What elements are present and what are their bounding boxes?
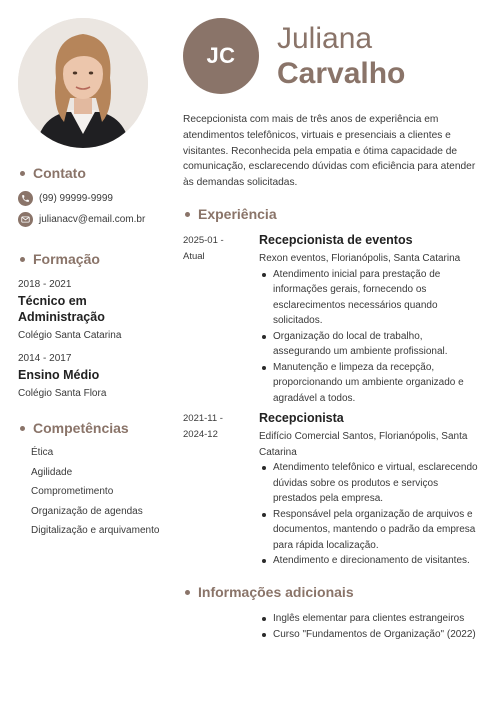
monogram-badge xyxy=(183,18,259,94)
job-bullet: Manutenção e limpeza da recepção, proporcionando um ambiente organizado e agradável a todos. xyxy=(259,360,481,407)
first-name: Juliana xyxy=(277,22,373,55)
job-company: Rexon eventos, Florianópolis, Santa Catarina xyxy=(259,253,461,264)
job-bullet: Atendimento e direcionamento de visitantes. xyxy=(259,553,481,569)
full-name xyxy=(277,22,405,91)
job-company: Edifício Comercial Santos, Florianópolis, Santa Catarina xyxy=(259,431,468,458)
additional-info-list xyxy=(259,611,484,643)
skill-item: Ética xyxy=(31,447,54,458)
job-bullets xyxy=(259,460,481,569)
job-date: 2021-11 - 2024-12 xyxy=(183,413,223,440)
skill-item: Comprometimento xyxy=(31,486,114,497)
education-school: Colégio Santa Flora xyxy=(18,388,107,399)
job-role: Recepcionista xyxy=(259,411,344,425)
skill-item: Agilidade xyxy=(31,466,73,478)
phone-number: (99) 99999-9999 xyxy=(39,193,113,204)
job-details xyxy=(259,411,481,569)
contact-email xyxy=(18,212,145,227)
skill-item: Organização de agendas xyxy=(31,505,143,517)
email-icon xyxy=(18,212,33,227)
skills-section-title xyxy=(18,420,129,436)
professional-summary: Recepcionista com mais de três anos de experiência em atendimentos telefônicos, virtuais e presenciais a clientes e visitantes. Reconhecida pela empatia e ótima capacidade de comunicação, esclarecendo dúvidas com eficiência para atender às demandas solicitadas. xyxy=(183,114,476,189)
education-title-text: Formação xyxy=(33,251,100,267)
bullet-icon xyxy=(20,426,25,431)
education-degree: Ensino Médio xyxy=(18,368,100,382)
profile-photo xyxy=(18,18,148,148)
job-bullet: Organização do local de trabalho, assegurando um ambiente profissional. xyxy=(259,329,481,360)
job-date: 2025-01 - Atual xyxy=(183,235,224,262)
bullet-icon xyxy=(20,257,25,262)
job-role: Recepcionista de eventos xyxy=(259,233,413,247)
additional-info-section-title xyxy=(183,584,354,600)
education-year: 2018 - 2021 xyxy=(18,279,72,290)
contact-section-title xyxy=(18,165,86,181)
additional-info-item: Curso "Fundamentos de Organização" (2022) xyxy=(259,627,484,643)
experience-section-title xyxy=(183,206,277,222)
skills-title-text: Competências xyxy=(33,420,129,436)
job-bullet: Atendimento inicial para prestação de informações gerais, fornecendo os esclarecimentos necessários quando solicitados. xyxy=(259,267,481,329)
job-bullets xyxy=(259,267,481,407)
experience-title-text: Experiência xyxy=(198,206,277,222)
phone-icon xyxy=(18,191,33,206)
last-name: Carvalho xyxy=(277,56,406,90)
bullet-icon xyxy=(185,590,190,595)
education-school: Colégio Santa Catarina xyxy=(18,330,122,341)
education-year: 2014 - 2017 xyxy=(18,353,72,364)
email-address[interactable]: julianacv@email.com.br xyxy=(39,214,146,225)
additional-info-item: Inglês elementar para clientes estrangeiros xyxy=(259,611,484,627)
education-item xyxy=(18,353,163,399)
education-section-title xyxy=(18,251,100,267)
bullet-icon xyxy=(185,212,190,217)
monogram-initials: JC xyxy=(206,43,236,68)
job-details xyxy=(259,233,481,406)
contact-phone xyxy=(18,191,113,206)
additional-info-title-text: Informações adicionais xyxy=(198,584,354,600)
education-item xyxy=(18,279,163,341)
skills-list xyxy=(31,446,166,544)
contact-title-text: Contato xyxy=(33,165,86,181)
skill-item: Digitalização e arquivamento xyxy=(31,525,160,536)
job-bullet: Responsável pela organização de arquivos e documentos, mantendo o padrão da empresa para rápida localização. xyxy=(259,507,481,554)
education-degree: Técnico em Administração xyxy=(18,294,105,324)
bullet-icon xyxy=(20,171,25,176)
job-bullet: Atendimento telefônico e virtual, esclarecendo dúvidas sobre os produtos e serviços prestados pela empresa. xyxy=(259,460,481,507)
